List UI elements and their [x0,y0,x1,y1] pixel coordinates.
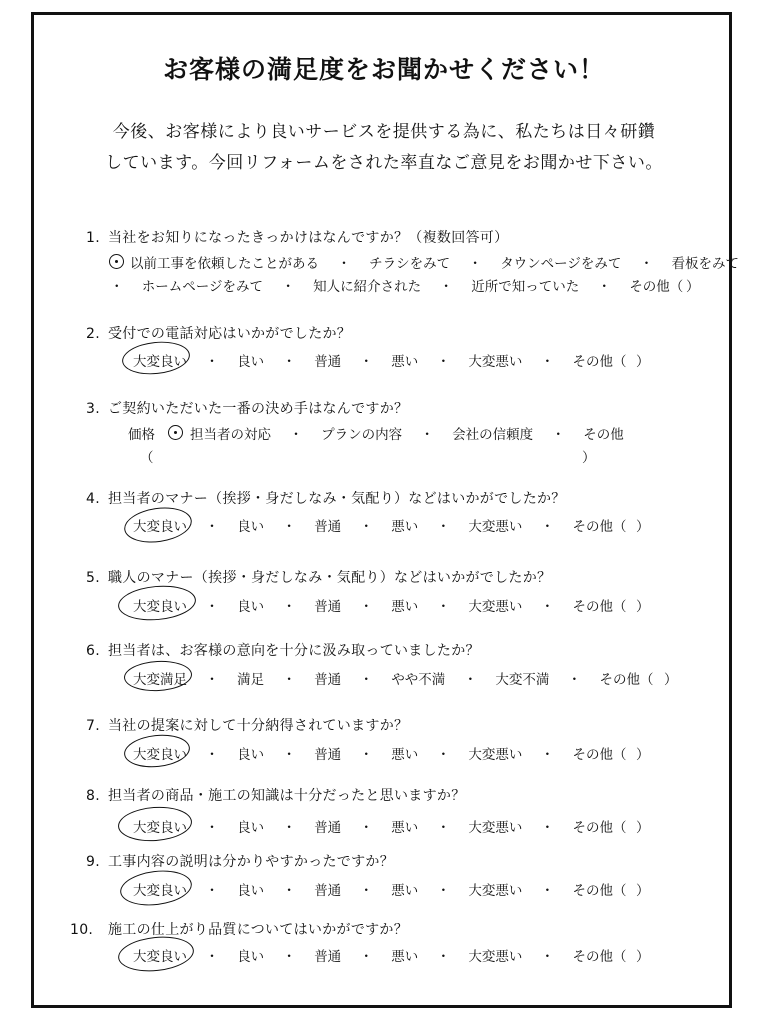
separator: ・ [359,820,373,836]
question-4 [86,488,566,508]
q1-options-row-2 [110,275,683,295]
question-number: 8. [86,788,100,804]
separator: ・ [551,427,565,443]
option-other[interactable]: その他（ [599,672,654,688]
option-selected[interactable]: 担当者の対応 [190,427,271,443]
option-selected[interactable]: 大変良い [133,599,187,615]
option[interactable]: 近所で知っていた [471,279,580,295]
question-text: 施工の仕上がり品質についてはいかがですか？ [108,922,409,938]
option[interactable]: 看板をみて [671,256,740,272]
option[interactable]: 良い [237,820,265,836]
dot-circle-mark-icon [168,425,183,440]
option[interactable]: 大変悪い [468,599,523,615]
separator: ・ [359,672,373,688]
option[interactable]: 以前工事を依頼したことがある [130,256,319,272]
option[interactable]: 大変悪い [468,747,523,763]
option[interactable]: 普通 [314,747,342,763]
option[interactable]: 普通 [314,949,342,965]
separator: ・ [282,672,296,688]
option[interactable]: 普通 [314,672,342,688]
separator: ・ [468,256,482,272]
question-text: 当社をお知りになったきっかけはなんですか？（複数回答可） [108,230,509,246]
q2-options [133,350,626,370]
option[interactable]: 悪い [391,883,419,899]
separator: ・ [540,599,555,615]
close-paren: ） [636,519,650,535]
separator: ・ [282,949,296,965]
dot-circle-mark-icon [109,254,124,269]
option[interactable]: 普通 [314,883,342,899]
separator: ・ [597,279,612,295]
option[interactable]: 良い [237,747,265,763]
close-paren: ） [582,450,596,466]
option[interactable]: 満足 [237,672,265,688]
q3-options-row-1 [190,423,624,443]
separator: ・ [439,279,453,295]
question-10 [70,919,408,939]
option-other[interactable]: その他（ [572,599,627,615]
question-number: 6. [86,643,100,659]
close-paren: ） [636,354,650,370]
separator: ・ [540,519,555,535]
option[interactable]: 悪い [391,354,419,370]
question-3 [86,398,408,418]
separator: ・ [540,354,555,370]
separator: ・ [436,599,451,615]
separator: ・ [289,427,303,443]
separator: ・ [205,883,219,899]
option[interactable]: 知人に紹介された [313,279,422,295]
separator: ・ [205,820,219,836]
option[interactable]: ホームページをみて [141,279,264,295]
question-7 [86,715,408,735]
separator: ・ [436,747,451,763]
option-selected[interactable]: 大変満足 [133,672,187,688]
close-paren: ） [636,949,650,965]
option[interactable]: 普通 [314,519,342,535]
separator: ・ [110,279,124,295]
separator: ・ [359,599,373,615]
separator: ・ [282,883,296,899]
option[interactable]: 悪い [391,820,419,836]
option-selected[interactable]: 大変良い [133,354,187,370]
close-paren: ） [636,883,650,899]
option[interactable]: 大変悪い [468,354,523,370]
close-paren: ） [664,672,678,688]
option-selected[interactable]: 大変良い [133,519,187,535]
question-9 [86,851,394,871]
question-text: 受付での電話対応はいかがでしたか？ [108,326,352,342]
option[interactable]: 良い [237,599,265,615]
question-text: 担当者のマナー（挨拶・身だしなみ・気配り）などはいかがでしたか？ [108,491,566,507]
option[interactable]: 大変悪い [468,820,523,836]
separator: ・ [205,354,219,370]
q8-options [133,816,626,836]
option-other[interactable]: その他（ [572,820,627,836]
separator: ・ [463,672,478,688]
page-title: お客様の満足度をお聞かせください！ [162,55,605,84]
separator: ・ [540,820,555,836]
option[interactable]: 大変不満 [495,672,550,688]
option[interactable]: 普通 [314,820,342,836]
option[interactable]: 悪い [391,599,419,615]
option-selected[interactable]: 大変良い [133,883,187,899]
separator: ・ [540,747,555,763]
separator: ・ [359,519,373,535]
option[interactable]: 大変悪い [468,519,523,535]
separator: ・ [282,519,296,535]
question-text: 当社の提案に対して十分納得されていますか？ [108,718,409,734]
separator: ・ [540,949,555,965]
q9-options [133,879,626,899]
question-number: 10. [70,922,94,938]
separator: ・ [359,354,373,370]
separator: ・ [639,256,654,272]
question-number: 1. [86,230,100,246]
separator: ・ [205,672,219,688]
question-text: 担当者は、お客様の意向を十分に汲み取っていましたか？ [108,643,480,659]
separator: ・ [205,747,219,763]
question-number: 9. [86,854,100,870]
close-paren: ） [636,599,650,615]
question-2 [86,323,351,343]
option[interactable]: 良い [237,949,265,965]
option-other[interactable]: その他（ [572,747,627,763]
open-paren: （ [140,450,154,466]
question-number: 4. [86,491,100,507]
question-number: 5. [86,570,100,586]
option[interactable]: 大変悪い [468,883,523,899]
separator: ・ [282,747,296,763]
q1-options-row-1 [130,252,739,272]
separator: ・ [567,672,582,688]
question-text: 担当者の商品・施工の知識は十分だったと思いますか？ [108,788,466,804]
option[interactable]: 悪い [391,949,419,965]
question-5 [86,567,551,587]
q4-options [133,515,626,535]
option-selected[interactable]: 大変良い [133,747,187,763]
option[interactable]: 普通 [314,599,342,615]
separator: ・ [540,883,555,899]
separator: ・ [436,883,451,899]
separator: ・ [205,949,219,965]
q3-option-price[interactable]: 価格 [128,427,155,443]
separator: ・ [359,747,373,763]
separator: ・ [337,256,351,272]
q5-options [133,595,626,615]
option[interactable]: 会社の信頼度 [452,427,534,443]
intro-line-2: しています。今回リフォームをされた率直なご意見をお聞かせ下さい。 [105,153,663,173]
separator: ・ [359,883,373,899]
option[interactable]: チラシをみて [369,256,451,272]
separator: ・ [420,427,434,443]
option[interactable]: 悪い [391,519,419,535]
option-selected[interactable]: 大変良い [133,949,187,965]
separator: ・ [282,599,296,615]
q6-options [133,668,653,688]
option[interactable]: やや不満 [391,672,446,688]
option[interactable]: 普通 [314,354,342,370]
separator: ・ [281,279,295,295]
option-other[interactable]: その他（ [572,354,627,370]
option-other[interactable]: その他（ [572,949,627,965]
close-paren: ） [636,820,650,836]
option-other[interactable]: その他（ [629,279,684,295]
question-6 [86,640,480,660]
close-paren: ） [686,279,700,295]
question-text: ご契約いただいた一番の決め手はなんですか？ [108,401,409,417]
option[interactable]: 良い [237,883,265,899]
option[interactable]: 良い [237,354,265,370]
q7-options [133,743,626,763]
q10-options [133,945,626,965]
separator: ・ [436,519,451,535]
option[interactable]: タウンページをみて [500,256,622,272]
option-selected[interactable]: 大変良い [133,820,187,836]
separator: ・ [436,820,451,836]
question-number: 3. [86,401,100,417]
close-paren: ） [636,747,650,763]
option-other[interactable]: その他（ [572,883,627,899]
separator: ・ [436,354,451,370]
option-other[interactable]: その他（ [572,519,627,535]
separator: ・ [205,599,219,615]
option-other[interactable]: その他 [583,427,624,443]
question-8 [86,785,466,805]
question-number: 2. [86,326,100,342]
separator: ・ [282,354,296,370]
question-text: 職人のマナー（挨拶・身だしなみ・気配り）などはいかがでしたか？ [108,570,552,586]
option[interactable]: 大変悪い [468,949,523,965]
question-text: 工事内容の説明は分かりやすかったですか？ [108,854,394,870]
intro-line-1: 今後、お客様により良いサービスを提供する為に、私たちは日々研鑽 [112,122,656,142]
separator: ・ [282,820,296,836]
separator: ・ [436,949,451,965]
option[interactable]: 良い [237,519,265,535]
question-number: 7. [86,718,100,734]
option[interactable]: 悪い [391,747,419,763]
separator: ・ [359,949,373,965]
separator: ・ [205,519,219,535]
option[interactable]: プランの内容 [321,427,403,443]
question-1 [86,227,508,247]
